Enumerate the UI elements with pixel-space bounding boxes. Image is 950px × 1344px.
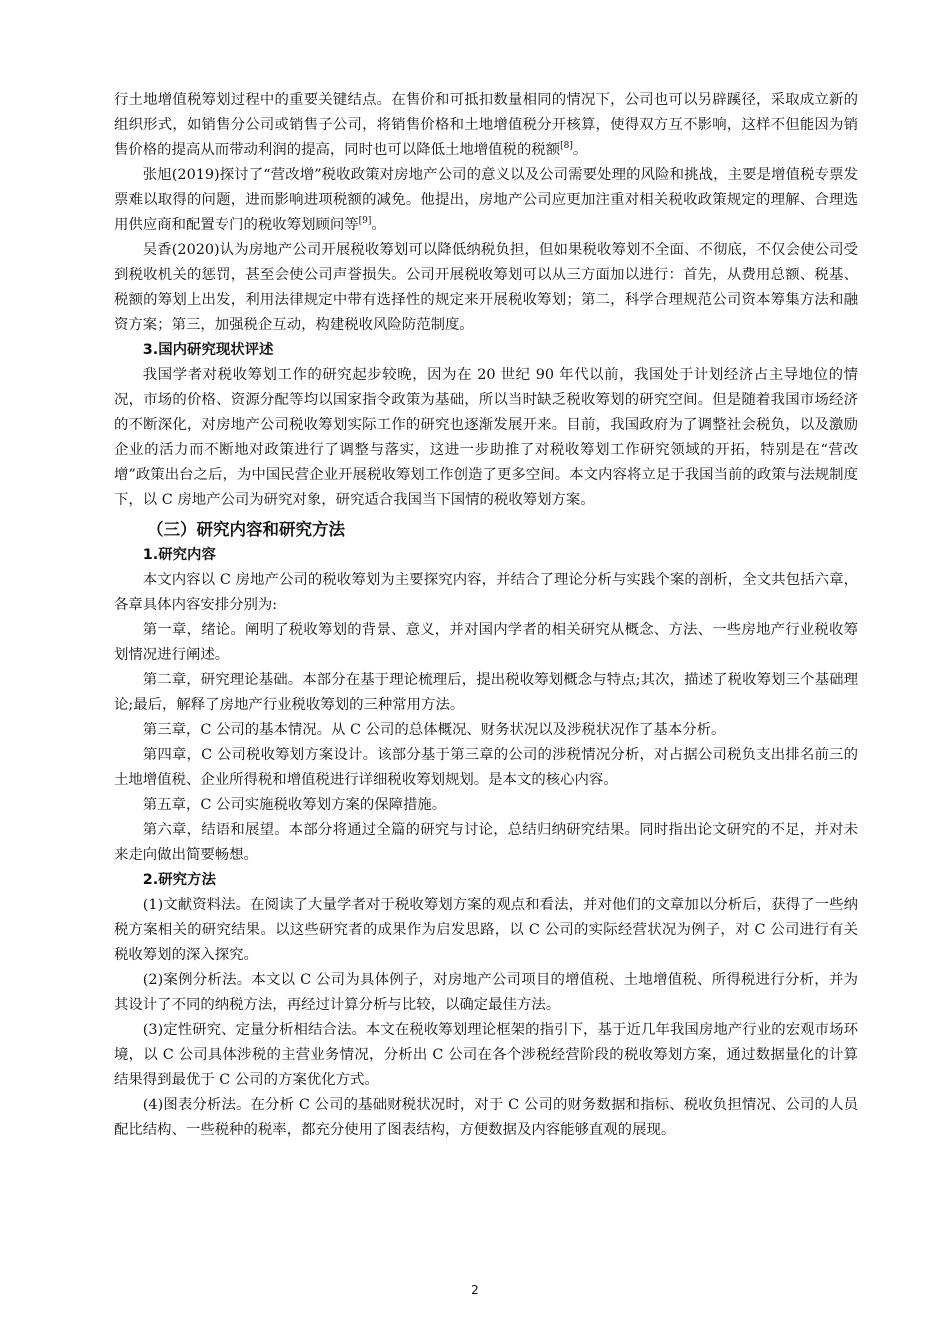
paragraph-content-intro: 本文内容以 C 房地产公司的税收筹划为主要探究内容，并结合了理论分析与实践个案的剖析，全文共包括六章，各章具体内容安排分别为: [114, 572, 858, 613]
paragraph-method-2: (2)案例分析法。本文以 C 公司为具体例子，对房地产公司项目的增值税、土地增值税、所得税进行分析，并为其设计了不同的纳税方法，再经过计算分析与比较，以确定最佳方法。 [114, 972, 858, 1013]
paragraph-method-4: (4)图表分析法。在分析 C 公司的基础财税状况时，对于 C 公司的财务数据和指标、税收负担情况、公司的人员配比结构、一些税种的税率，都充分使用了图表结构，方便数据及内容能够直观的展现。 [114, 1097, 858, 1138]
paragraph-end: 。 [572, 142, 588, 158]
heading-method: 2.研究方法 [142, 872, 216, 888]
paragraph-zhangxu [114, 163, 858, 238]
section-heading: （三）研究内容和研究方法 [147, 520, 345, 539]
paragraph-text: 行土地增值税筹划过程中的重要关键结点。在售价和可抵扣数量相同的情况下，公司也可以另辟蹊径，采取成立新的组织形式，如销售分公司或销售子公司，将销售价格和土地增值税分开核算，使得双方互不影响，这样不但能因为销售价格的提高从而带动利润的提高，同时也可以降低土地增值税的税额 [114, 92, 858, 158]
citation-ref: [9] [358, 216, 372, 227]
citation-ref: [8] [560, 141, 573, 152]
paragraph-chapter-6: 第六章，结语和展望。本部分将通过全篇的研究与讨论，总结归纳研究结果。同时指出论文研究的不足，并对未来走向做出简要畅想。 [114, 822, 858, 863]
heading-review: 3.国内研究现状评述 [142, 342, 274, 358]
paragraph-wuxiang: 吴香(2020)认为房地产公司开展税收筹划可以降低纳税负担，但如果税收筹划不全面、不彻底，不仅会使公司受到税收机关的惩罚，甚至会使公司声誉损失。公司开展税收筹划可以从三方面加以进行：首先，从费用总额、税基、税额的筹划上出发，利用法律规定中带有选择性的规定来开展税收筹划；第二，科学合理规范公司资本筹集方法和融资方案；第三，加强税企互动，构建税收风险防范制度。 [114, 242, 858, 333]
paragraph-text: 张旭(2019)探讨了“营改增”税收政策对房地产公司的意义以及公司需要处理的风险和挑战，主要是增值税专票发票难以取得的问题，进而影响进项税额的减免。他提出，房地产公司应更加注重对相关税收政策规定的理解、合理选用供应商和配置专门的税收筹划顾问等 [114, 167, 858, 233]
paragraph-chapter-5: 第五章，C 公司实施税收筹划方案的保障措施。 [142, 797, 447, 813]
paragraph-chapter-2: 第二章，研究理论基础。本部分在基于理论梳理后，提出税收筹划概念与特点;其次，描述了税收筹划三个基础理论;最后，解释了房地产行业税收筹划的三种常用方法。 [114, 672, 858, 713]
paragraph-chapter-3: 第三章，C 公司的基本情况。从 C 公司的总体概况、财务状况以及涉税状况作了基本分析。 [142, 722, 726, 738]
document-body [114, 88, 858, 1143]
paragraph-chapter-4: 第四章，C 公司税收筹划方案设计。该部分基于第三章的公司的涉税情况分析，对占据公司税负支出排名前三的土地增值税、企业所得税和增值税进行详细税收筹划规划。是本文的核心内容。 [114, 747, 858, 788]
paragraph-review: 我国学者对税收筹划工作的研究起步较晚，因为在 20 世纪 90 年代以前，我国处于计划经济占主导地位的情况，市场的价格、资源分配等均以国家指令政策为基础，所以当时缺乏税收筹划的研究空间。但是随着我国市场经济的不断深化，对房地产公司税收筹划实际工作的研究也逐渐发展开来。目前，我国政府为了调整社会税负，以及激励企业的活力而不断地对政策进行了调整与落实，这进一步助推了对税收筹划工作研究领域的开拓，特别是在“营改增”政策出台之后，为中国民营企业开展税收筹划工作创造了更多空间。本文内容将立足于我国当前的政策与法规制度下，以 C 房地产公司为研究对象，研究适合我国当下国情的税收筹划方案。 [114, 367, 858, 508]
paragraph-chapter-1: 第一章，绪论。阐明了税收筹划的背景、意义，并对国内学者的相关研究从概念、方法、一些房地产行业税收筹划情况进行阐述。 [114, 622, 858, 663]
paragraph-method-1: (1)文献资料法。在阅读了大量学者对于税收筹划方案的观点和看法，并对他们的文章加以分析后，获得了一些纳税方案相关的研究结果。以这些研究者的成果作为启发思路，以 C 公司的实际经营状况为例子，对 C 公司进行有关税收筹划的深入探究。 [114, 897, 858, 963]
heading-content: 1.研究内容 [142, 547, 216, 563]
paragraph-continued [114, 88, 858, 163]
paragraph-end: 。 [371, 217, 386, 233]
page-number: 2 [471, 1283, 479, 1297]
paragraph-method-3: (3)定性研究、定量分析相结合法。本文在税收筹划理论框架的指引下，基于近几年我国房地产行业的宏观市场环境，以 C 公司具体涉税的主营业务情况，分析出 C 公司在各个涉税经营阶段的税收筹划方案，通过数据量化的计算结果得到最优于 C 公司的方案优化方式。 [114, 1022, 858, 1088]
